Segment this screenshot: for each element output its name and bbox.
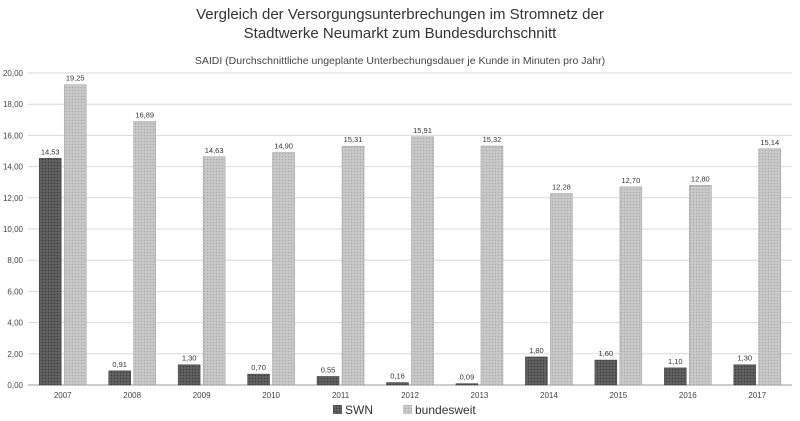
- bar-bundesweit: [689, 185, 711, 385]
- x-tick-label: 2013: [470, 391, 489, 400]
- bar-bundesweit: [550, 193, 572, 385]
- x-tick-label: 2010: [262, 391, 280, 400]
- y-tick-label: 0,00: [7, 381, 23, 390]
- data-label: 0,09: [459, 372, 475, 382]
- data-label: 0,55: [320, 365, 336, 375]
- data-label: 1,10: [668, 356, 683, 366]
- y-tick-label: 16,00: [2, 131, 23, 141]
- bar-swn: [109, 371, 131, 385]
- chart-title-line-2: Stadtwerke Neumarkt zum Bundesdurchschnitt: [243, 25, 557, 42]
- y-tick-label: 14,00: [2, 162, 23, 172]
- data-label: 19,25: [65, 73, 85, 83]
- bar-bundesweit: [273, 153, 295, 385]
- data-label: 1,80: [529, 345, 544, 355]
- bar-bundesweit: [203, 157, 225, 385]
- data-label: 0,70: [251, 363, 266, 373]
- x-tick-label: 2012: [401, 391, 419, 400]
- data-label: 0,91: [112, 359, 127, 369]
- bar-swn: [178, 365, 200, 385]
- bar-swn: [595, 360, 617, 385]
- bar-swn: [387, 383, 409, 385]
- x-tick-label: 2014: [540, 391, 558, 400]
- y-tick-label: 10,00: [2, 225, 23, 234]
- data-label: 0,16: [390, 371, 405, 381]
- bar-swn: [734, 365, 756, 385]
- y-tick-label: 8,00: [7, 256, 23, 266]
- y-tick-label: 6,00: [7, 287, 23, 297]
- data-label: 15,32: [482, 135, 502, 145]
- x-tick-label: 2015: [609, 391, 628, 400]
- chart-subtitle: SAIDI (Durchschnittliche ungeplante Unterbechungsdauer je Kunde in Minuten pro Jahr): [194, 55, 606, 67]
- data-label: 12,28: [552, 182, 571, 192]
- y-axis: [3, 69, 24, 390]
- bar-swn: [525, 357, 547, 385]
- data-label: 12,80: [690, 174, 710, 184]
- bar-swn: [456, 384, 478, 385]
- bar-swn: [317, 376, 339, 385]
- y-tick-label: 20,00: [2, 69, 23, 78]
- legend-label-bundesweit: bundesweit: [415, 403, 476, 417]
- data-label: 16,89: [135, 110, 155, 120]
- bar-bundesweit: [64, 85, 86, 385]
- bar-bundesweit: [134, 122, 156, 385]
- data-label: 15,91: [413, 125, 432, 135]
- x-tick-label: 2008: [123, 391, 142, 400]
- data-label: 14,90: [274, 141, 293, 151]
- x-axis: [54, 391, 767, 400]
- data-label: 14,53: [40, 147, 60, 157]
- bar-swn: [248, 374, 270, 385]
- legend-label-swn: SWN: [345, 403, 373, 417]
- data-label: 1,30: [737, 353, 753, 363]
- bar-bundesweit: [342, 146, 364, 385]
- legend: [333, 403, 476, 417]
- data-label: 12,70: [621, 175, 641, 185]
- data-label: 1,30: [181, 353, 197, 363]
- bar-bundesweit: [620, 187, 642, 385]
- legend-swatch-swn: [333, 405, 342, 414]
- y-tick-label: 18,00: [2, 100, 23, 110]
- x-tick-label: 2011: [331, 391, 350, 400]
- bar-bundesweit: [412, 137, 434, 385]
- data-label: 15,31: [343, 135, 363, 145]
- data-label: 14,63: [204, 145, 224, 155]
- bar-bundesweit: [481, 146, 503, 385]
- legend-swatch-bundesweit: [403, 405, 412, 414]
- x-tick-label: 2007: [53, 391, 72, 400]
- bar-swn: [664, 368, 686, 385]
- x-tick-label: 2009: [192, 391, 211, 400]
- x-tick-label: 2017: [748, 391, 767, 400]
- bar-bundesweit: [759, 149, 781, 385]
- bar-swn: [39, 158, 61, 385]
- data-label: 15,14: [760, 137, 780, 147]
- y-tick-label: 4,00: [7, 318, 23, 328]
- chart-title-line-1: Vergleich der Versorgungsunterbrechungen im Stromnetz der: [196, 6, 604, 23]
- data-label: 1,60: [598, 349, 614, 359]
- y-tick-label: 2,00: [7, 349, 23, 359]
- x-tick-label: 2016: [678, 391, 697, 400]
- y-tick-label: 12,00: [2, 193, 23, 203]
